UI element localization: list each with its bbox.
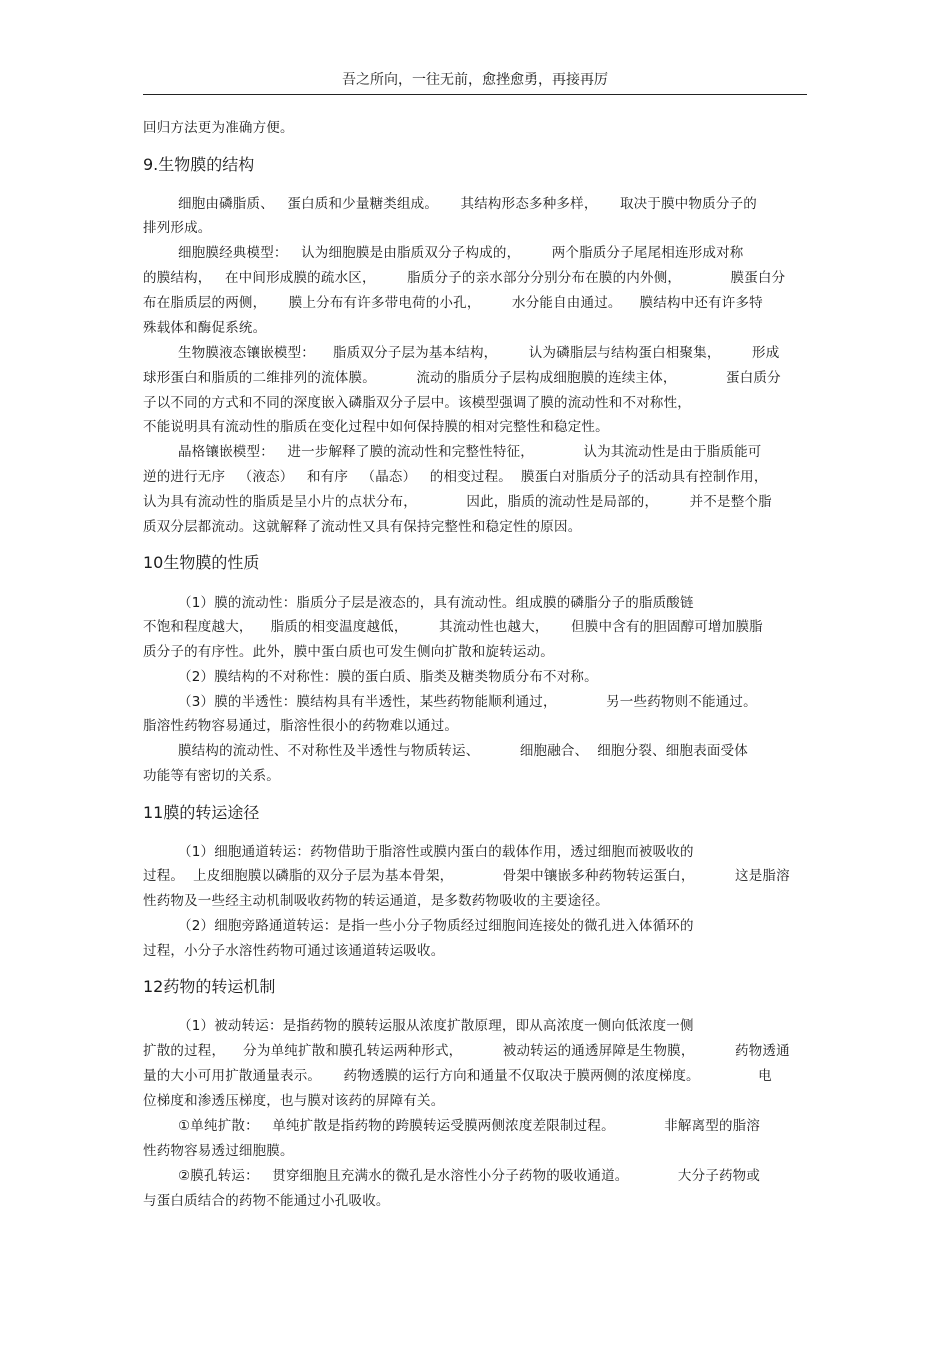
text-line: 晶格镶嵌模型： 进一步解释了膜的流动性和完整性特征， 认为其流动性是由于脂质能可: [178, 444, 762, 460]
text-line: 脂溶性药物容易通过，脂溶性很小的药物难以通过。: [143, 718, 459, 734]
text-line: 膜结构的流动性、不对称性及半透性与物质转运、 细胞融合、 细胞分裂、细胞表面受体: [178, 743, 749, 759]
text-line: 布在脂质层的两侧， 膜上分布有许多带电荷的小孔， 水分能自由通过。 膜结构中还有许多特: [143, 295, 763, 311]
text-line: （3）膜的半透性：膜结构具有半透性，某些药物能顺利通过， 另一些药物则不能通过。: [178, 694, 757, 710]
section-heading: 11膜的转运途径: [143, 803, 260, 822]
text-line: （1）被动转运：是指药物的膜转运服从浓度扩散原理，即从高浓度一侧向低浓度一侧: [178, 1018, 694, 1034]
text-line: 过程，小分子水溶性药物可通过该通道转运吸收。: [143, 943, 445, 959]
text-line: 认为具有流动性的脂质是呈小片的点状分布， 因此，脂质的流动性是局部的， 并不是整个脂: [143, 494, 772, 510]
text-line: 殊载体和酶促系统。: [143, 320, 267, 336]
text-line: 回归方法更为准确方便。: [143, 120, 294, 136]
section-heading: 10生物膜的性质: [143, 553, 260, 572]
text-line: 与蛋白质结合的药物不能通过小孔吸收。: [143, 1193, 390, 1209]
text-line: 不能说明具有流动性的脂质在变化过程中如何保持膜的相对完整性和稳定性。: [143, 419, 609, 435]
text-line: （2）细胞旁路通道转运：是指一些小分子物质经过细胞间连接处的微孔进入体循环的: [178, 918, 694, 934]
text-line: ②膜孔转运： 贯穿细胞且充满水的微孔是水溶性小分子药物的吸收通道。 大分子药物或: [178, 1168, 761, 1184]
text-line: （1）膜的流动性：脂质分子层是液态的，具有流动性。组成膜的磷脂分子的脂质酸链: [178, 595, 694, 611]
text-line: 性药物及一些经主动机制吸收药物的转运通道，是多数药物吸收的主要途径。: [143, 893, 609, 909]
text-line: 排列形成。: [143, 220, 212, 236]
text-line: 扩散的过程， 分为单纯扩散和膜孔转运两种形式， 被动转运的通透屏障是生物膜， 药物透通: [143, 1043, 790, 1059]
text-line: 量的大小可用扩散通量表示。 药物透膜的运行方向和通量不仅取决于膜两侧的浓度梯度。 电: [143, 1068, 772, 1084]
text-line: 位梯度和渗透压梯度，也与膜对该药的屏障有关。: [143, 1093, 445, 1109]
text-line: 不饱和程度越大， 脂质的相变温度越低， 其流动性也越大， 但膜中含有的胆固醇可增加膜脂: [143, 619, 763, 635]
text-line: 子以不同的方式和不同的深度嵌入磷脂双分子层中。该模型强调了膜的流动性和不对称性，: [143, 395, 691, 411]
text-line: （2）膜结构的不对称性：膜的蛋白质、脂类及糖类物质分布不对称。: [178, 669, 598, 685]
text-line: ①单纯扩散： 单纯扩散是指药物的跨膜转运受膜两侧浓度差限制过程。 非解离型的脂溶: [178, 1118, 761, 1134]
text-line: 质双分层都流动。这就解释了流动性又具有保持完整性和稳定性的原因。: [143, 519, 582, 535]
text-line: 质分子的有序性。此外，膜中蛋白质也可发生侧向扩散和旋转运动。: [143, 644, 554, 660]
section-heading: 12药物的转运机制: [143, 977, 276, 996]
text-line: 的膜结构， 在中间形成膜的疏水区， 脂质分子的亲水部分分别分布在膜的内外侧， 膜蛋白分: [143, 270, 786, 286]
section-heading: 9.生物膜的结构: [143, 155, 255, 174]
text-line: （1）细胞通道转运：药物借助于脂溶性或膜内蛋白的载体作用，透过细胞而被吸收的: [178, 844, 694, 860]
text-line: 细胞由磷脂质、 蛋白质和少量糖类组成。 其结构形态多种多样， 取决于膜中物质分子的: [178, 196, 757, 212]
text-line: 逆的进行无序 （液态） 和有序 （晶态） 的相变过程。 膜蛋白对脂质分子的活动具有控制作用，: [143, 469, 768, 485]
text-line: 功能等有密切的关系。: [143, 768, 280, 784]
text-line: 细胞膜经典模型： 认为细胞膜是由脂质双分子构成的， 两个脂质分子尾尾相连形成对称: [178, 245, 744, 261]
text-line: 过程。 上皮细胞膜以磷脂的双分子层为基本骨架， 骨架中镶嵌多种药物转运蛋白， 这是脂溶: [143, 868, 790, 884]
text-line: 生物膜液态镶嵌模型： 脂质双分子层为基本结构， 认为磷脂层与结构蛋白相聚集， 形成: [178, 345, 780, 361]
text-line: 性药物容易透过细胞膜。: [143, 1143, 294, 1159]
page-header: 吾之所向，一往无前，愈挫愈勇，再接再厉: [342, 72, 608, 88]
text-line: 球形蛋白和脂质的二维排列的流体膜。 流动的脂质分子层构成细胞膜的连续主体， 蛋白质分: [143, 370, 781, 386]
header-divider: [143, 94, 807, 95]
